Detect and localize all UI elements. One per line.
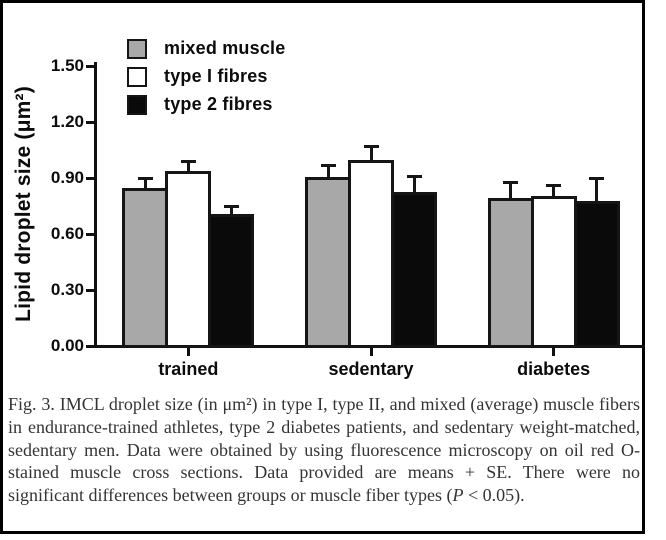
x-tick-label-sedentary: sedentary xyxy=(328,359,414,379)
x-tick-mark xyxy=(370,348,373,356)
legend-item-type-2-fibres xyxy=(127,94,285,115)
error-bar-cap xyxy=(224,205,239,208)
error-bar-cap xyxy=(181,160,196,163)
caption-text-end: < 0.05). xyxy=(463,485,525,506)
caption-italic-p: P xyxy=(452,485,464,506)
y-tick-mark xyxy=(86,177,94,180)
caption-text-start: Fig. 3. IMCL droplet size (in μm²) in type I, type II, and mixed (average) muscle fibers in endurance-trained athletes, type 2 diabetes patients, and sedentary weight-matched, sedentary men. Data were obtained by using fluorescence microscopy on oil red O-stained muscle cross sections. Data provided are means + SE. There were no significant differences between groups or muscle fiber types ( xyxy=(8,394,640,506)
legend-swatch-type-1-fibres xyxy=(127,67,147,87)
y-tick-mark xyxy=(86,345,94,348)
bar-type-2-fibres-trained xyxy=(208,214,254,348)
y-tick-label: 0.90 xyxy=(50,168,84,187)
x-tick-label-diabetes: diabetes xyxy=(517,359,591,379)
error-bar-cap xyxy=(321,164,336,167)
x-tick-mark xyxy=(187,348,190,356)
bar-type-2-fibres-sedentary xyxy=(391,192,437,348)
legend-swatch-mixed-muscle xyxy=(127,39,147,59)
legend-item-type-1-fibres xyxy=(127,66,285,87)
error-bar-cap xyxy=(589,177,604,180)
figure-caption xyxy=(8,393,640,507)
error-bar-cap xyxy=(407,175,422,178)
y-tick-label: 0.30 xyxy=(50,280,84,299)
legend-label-mixed-muscle: mixed muscle xyxy=(164,38,286,58)
chart-legend xyxy=(127,38,285,122)
legend-swatch-type-2-fibres xyxy=(127,95,147,115)
error-bar-cap xyxy=(364,145,379,148)
bar-type-I-fibres-sedentary xyxy=(348,160,394,348)
x-tick-mark xyxy=(552,348,555,356)
y-tick-mark xyxy=(86,289,94,292)
error-bar-cap xyxy=(503,181,518,184)
y-axis-title: Lipid droplet size (μm²) xyxy=(12,86,35,322)
bar-type-I-fibres-trained xyxy=(165,171,211,348)
y-tick-label: 0.00 xyxy=(50,336,84,355)
y-tick-label: 1.20 xyxy=(50,112,84,131)
y-tick-label: 1.50 xyxy=(50,56,84,75)
y-tick-mark xyxy=(86,121,94,124)
y-tick-label: 0.60 xyxy=(50,224,84,243)
error-bar-cap xyxy=(138,177,153,180)
error-bar-stem xyxy=(595,177,598,201)
y-tick-mark xyxy=(86,233,94,236)
y-axis-line xyxy=(94,62,97,348)
bar-mixed-muscle-trained xyxy=(122,188,168,348)
error-bar-cap xyxy=(546,184,561,187)
legend-item-mixed-muscle xyxy=(127,38,285,59)
y-tick-mark xyxy=(86,65,94,68)
legend-label-type-1-fibres: type I fibres xyxy=(164,66,268,86)
bar-type-I-fibres-diabetes xyxy=(531,196,577,348)
legend-label-type-2-fibres: type 2 fibres xyxy=(164,94,273,114)
x-tick-label-trained: trained xyxy=(158,359,219,379)
bar-mixed-muscle-sedentary xyxy=(305,177,351,348)
bar-type-2-fibres-diabetes xyxy=(574,201,620,348)
bar-mixed-muscle-diabetes xyxy=(488,198,534,348)
